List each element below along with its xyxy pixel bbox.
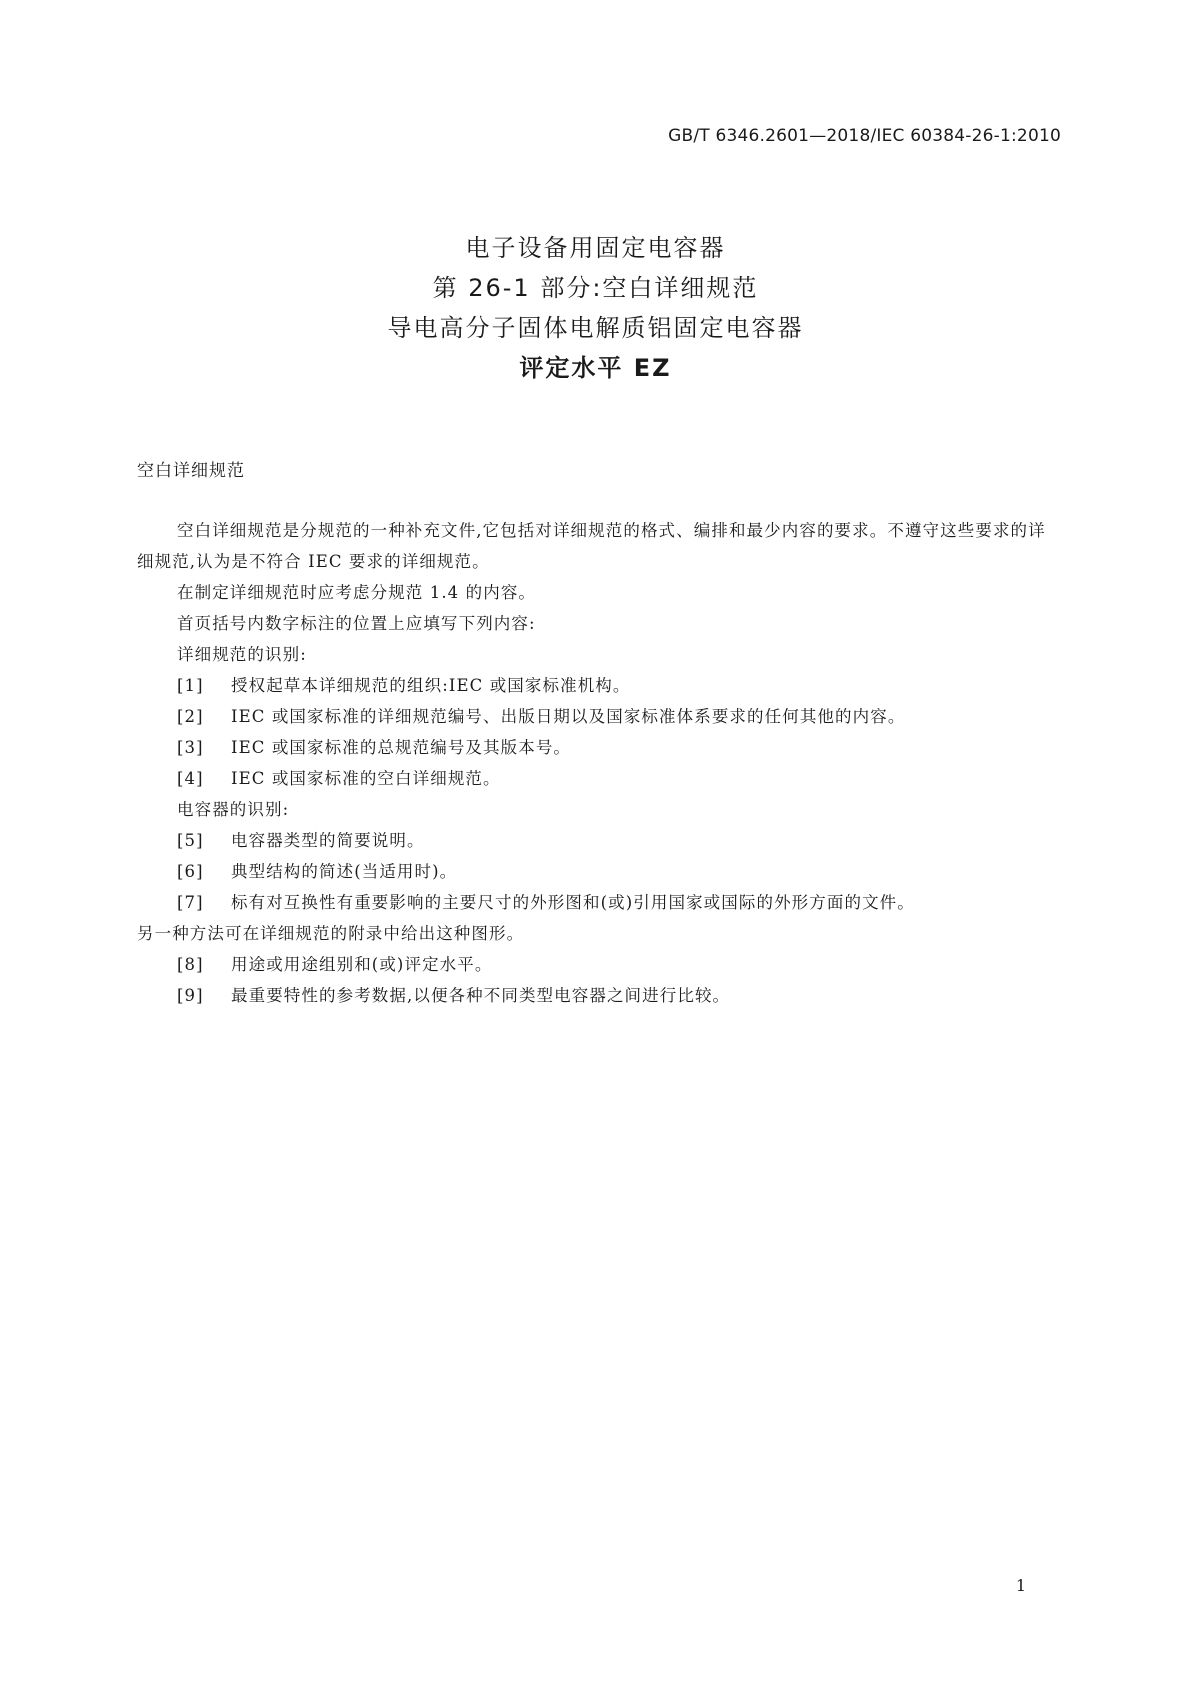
title-line-4: 评定水平 EZ xyxy=(519,354,672,382)
list-item xyxy=(137,763,1059,794)
item-number: [3] xyxy=(177,738,204,757)
body-text xyxy=(137,515,1059,1011)
item-text: 典型结构的简述(当适用时)。 xyxy=(231,862,458,881)
item-text: IEC 或国家标准的空白详细规范。 xyxy=(231,769,501,788)
item-number: [8] xyxy=(177,955,204,974)
list-item xyxy=(137,825,1059,856)
item-text: IEC 或国家标准的总规范编号及其版本号。 xyxy=(231,738,572,757)
list-item xyxy=(137,732,1059,763)
title-line-2: 第 26-1 部分:空白详细规范 xyxy=(432,274,759,302)
section-heading: 空白详细规范 xyxy=(137,461,245,481)
item-7-continuation: 另一种方法可在详细规范的附录中给出这种图形。 xyxy=(137,924,525,943)
cap-id-heading: 电容器的识别: xyxy=(177,800,290,819)
spec-id-heading: 详细规范的识别: xyxy=(177,645,307,664)
item-text: 电容器类型的简要说明。 xyxy=(231,831,425,850)
item-text: 最重要特性的参考数据,以便各种不同类型电容器之间进行比较。 xyxy=(231,986,731,1005)
title-line-1: 电子设备用固定电容器 xyxy=(465,234,726,262)
list-item xyxy=(137,856,1059,887)
title-line-3: 导电高分子固体电解质铝固定电容器 xyxy=(387,314,804,342)
item-number: [4] xyxy=(177,769,204,788)
item-text: 用途或用途组别和(或)评定水平。 xyxy=(231,955,493,974)
item-number: [7] xyxy=(177,893,204,912)
item-text: 标有对互换性有重要影响的主要尺寸的外形图和(或)引用国家或国际的外形方面的文件。 xyxy=(231,893,915,912)
item-number: [5] xyxy=(177,831,204,850)
list-item xyxy=(137,980,1059,1011)
intro-paragraph: 空白详细规范是分规范的一种补充文件,它包括对详细规范的格式、编排和最少内容的要求。不遵守这些要求的详细规范,认为是不符合 IEC 要求的详细规范。 xyxy=(137,521,1046,571)
list-item xyxy=(137,949,1059,980)
list-item xyxy=(137,887,1059,918)
fill-in-paragraph: 首页括号内数字标注的位置上应填写下列内容: xyxy=(177,614,536,633)
standard-number: GB/T 6346.2601—2018/IEC 60384-26-1:2010 xyxy=(668,126,1061,146)
consider-paragraph: 在制定详细规范时应考虑分规范 1.4 的内容。 xyxy=(177,583,537,602)
item-text: IEC 或国家标准的详细规范编号、出版日期以及国家标准体系要求的任何其他的内容。 xyxy=(231,707,906,726)
item-number: [6] xyxy=(177,862,204,881)
item-number: [1] xyxy=(177,676,204,695)
document-title xyxy=(0,228,1191,388)
list-item xyxy=(137,670,1059,701)
page-number: 1 xyxy=(1015,1576,1026,1595)
item-number: [9] xyxy=(177,986,204,1005)
list-item xyxy=(137,701,1059,732)
item-text: 授权起草本详细规范的组织:IEC 或国家标准机构。 xyxy=(231,676,631,695)
item-number: [2] xyxy=(177,707,204,726)
